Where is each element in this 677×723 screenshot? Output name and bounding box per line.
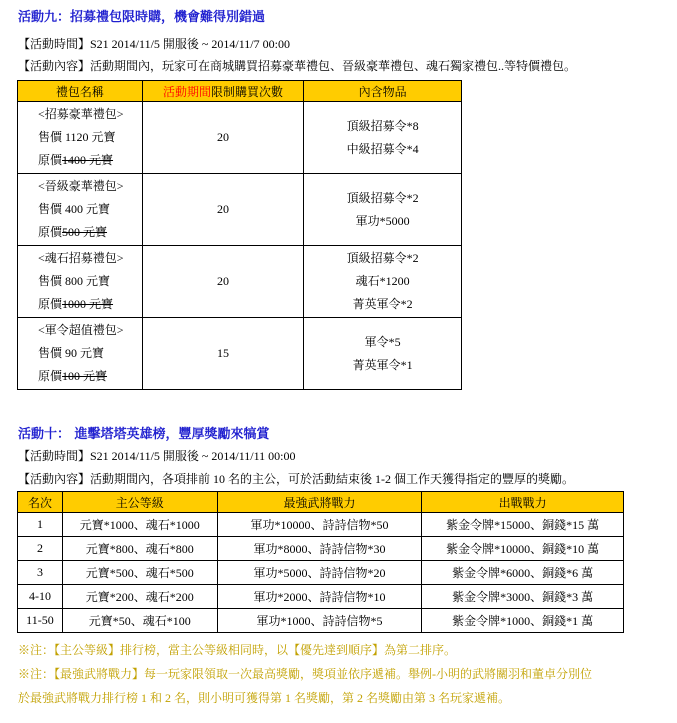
pack-name-cell <box>18 246 143 318</box>
event9-time: 【活動時間】S21 2014/11/5 開服後 ~ 2014/11/7 00:00 <box>18 37 290 51</box>
original-label: 原價 <box>38 225 63 239</box>
event9-content: 【活動內容】活動期間內，玩家可在商城購買招募豪華禮包、晉級豪華禮包、魂石獨家禮包..等特價禮包。 <box>18 59 577 73</box>
header-strongest-general: 最強武將戰力 <box>217 492 422 513</box>
pack-items-cell <box>304 174 462 246</box>
original-amount: 1400 元寶 <box>62 153 114 167</box>
lord-level-reward: 元寶*200、魂石*200 <box>62 585 217 609</box>
pack-name: <晉級豪華禮包> <box>38 179 124 193</box>
header-limit-rest: 限制購買次數 <box>211 84 284 99</box>
pack-item: 頂級招募令*2 <box>346 190 419 205</box>
rank-cell: 11-50 <box>18 609 63 633</box>
battle-power-reward: 紫金令牌*1000、銅錢*1 萬 <box>422 609 624 633</box>
ranking-row <box>18 585 624 609</box>
header-contents: 內含物品 <box>304 81 462 102</box>
original-amount: 100 元寶 <box>62 369 108 383</box>
pack-limit: 15 <box>142 318 304 390</box>
note-strongest-general: ※注：【最強武將戰力】每一玩家限領取一次最高獎勵，獎項並依序遞補。舉例-小明的武將關羽和董卓分別位 <box>18 667 593 681</box>
pack-name-cell <box>18 318 143 390</box>
event10-time: 【活動時間】S21 2014/11/5 開服後 ~ 2014/11/11 00:00 <box>18 449 296 463</box>
pack-name: <魂石招募禮包> <box>38 251 124 265</box>
event9-title: 活動九：招募禮包限時購，機會難得別錯過 <box>18 10 266 25</box>
original-label: 原價 <box>38 153 63 167</box>
header-battle-power: 出戰戰力 <box>422 492 624 513</box>
original-label: 原價 <box>38 297 63 311</box>
lord-level-reward: 元寶*500、魂石*500 <box>62 561 217 585</box>
ranking-row <box>18 513 624 537</box>
rank-cell: 2 <box>18 537 63 561</box>
header-rank: 名次 <box>18 492 63 513</box>
ranking-row <box>18 561 624 585</box>
pack-price: 售價 90 元寶 <box>38 346 105 360</box>
general-reward: 軍功*8000、詩詩信物*30 <box>217 537 422 561</box>
gift-pack-row <box>18 174 462 246</box>
pack-limit: 20 <box>142 102 304 174</box>
original-amount: 1000 元寶 <box>62 297 114 311</box>
rank-cell: 1 <box>18 513 63 537</box>
pack-item: 魂石*1200 <box>355 274 410 288</box>
header-limit-highlight: 活動期間 <box>163 84 212 99</box>
pack-original-price <box>38 293 142 316</box>
rank-cell: 4-10 <box>18 585 63 609</box>
original-label: 原價 <box>38 369 63 383</box>
pack-original-price <box>38 221 142 244</box>
pack-item: 菁英軍令*1 <box>352 357 413 372</box>
header-purchase-limit <box>142 81 304 102</box>
gift-pack-row <box>18 102 462 174</box>
general-reward: 軍功*2000、詩詩信物*10 <box>217 585 422 609</box>
gift-pack-row <box>18 246 462 318</box>
pack-item: 頂級招募令*8 <box>346 118 419 133</box>
pack-original-price <box>38 149 142 172</box>
general-reward: 軍功*1000、詩詩信物*5 <box>217 609 422 633</box>
pack-item: 軍令*5 <box>364 334 401 349</box>
header-pack-name: 禮包名稱 <box>18 81 143 102</box>
pack-limit: 20 <box>142 174 304 246</box>
ranking-row <box>18 609 624 633</box>
ranking-row <box>18 537 624 561</box>
note-strongest-general-cont: 於最強武將戰力排行榜 1 和 2 名，則小明可獲得第 1 名獎勵，第 2 名獎勵由第 3 名玩家遞補。 <box>18 691 511 705</box>
pack-price: 售價 800 元寶 <box>38 274 111 288</box>
battle-power-reward: 紫金令牌*3000、銅錢*3 萬 <box>422 585 624 609</box>
gift-pack-row <box>18 318 462 390</box>
battle-power-reward: 紫金令牌*6000、銅錢*6 萬 <box>422 561 624 585</box>
pack-item: 軍功*5000 <box>355 213 410 228</box>
battle-power-reward: 紫金令牌*10000、銅錢*10 萬 <box>422 537 624 561</box>
pack-items-cell <box>304 318 462 390</box>
pack-items-cell <box>304 246 462 318</box>
ranking-reward-table <box>17 491 624 633</box>
gift-pack-table <box>17 80 462 390</box>
pack-name: <軍令超值禮包> <box>38 323 124 337</box>
pack-price: 售價 1120 元寶 <box>38 130 116 144</box>
pack-name: <招募豪華禮包> <box>38 107 124 121</box>
pack-name-cell <box>18 174 143 246</box>
gift-pack-header-row <box>18 81 462 102</box>
pack-item: 頂級招募令*2 <box>346 251 419 265</box>
event10-title: 活動十： 進擊塔塔英雄榜，豐厚獎勵來犒賞 <box>18 427 270 442</box>
pack-original-price <box>38 365 142 388</box>
rank-cell: 3 <box>18 561 63 585</box>
general-reward: 軍功*10000、詩詩信物*50 <box>217 513 422 537</box>
battle-power-reward: 紫金令牌*15000、銅錢*15 萬 <box>422 513 624 537</box>
pack-price: 售價 400 元寶 <box>38 202 111 216</box>
lord-level-reward: 元寶*50、魂石*100 <box>62 609 217 633</box>
pack-name-cell <box>18 102 143 174</box>
pack-item: 中級招募令*4 <box>346 141 419 156</box>
pack-item: 菁英軍令*2 <box>352 297 413 311</box>
pack-limit: 20 <box>142 246 304 318</box>
lord-level-reward: 元寶*1000、魂石*1000 <box>62 513 217 537</box>
original-amount: 500 元寶 <box>62 225 108 239</box>
ranking-header-row <box>18 492 624 513</box>
event10-content: 【活動內容】活動期間內，各項排前 10 名的主公，可於活動結束後 1-2 個工作天獲得指定的豐厚的獎勵。 <box>18 472 574 486</box>
general-reward: 軍功*5000、詩詩信物*20 <box>217 561 422 585</box>
pack-items-cell <box>304 102 462 174</box>
lord-level-reward: 元寶*800、魂石*800 <box>62 537 217 561</box>
note-lord-level: ※注：【主公等級】排行榜，當主公等級相同時，以【優先達到順序】為第二排序。 <box>18 643 457 657</box>
header-lord-level: 主公等級 <box>62 492 217 513</box>
